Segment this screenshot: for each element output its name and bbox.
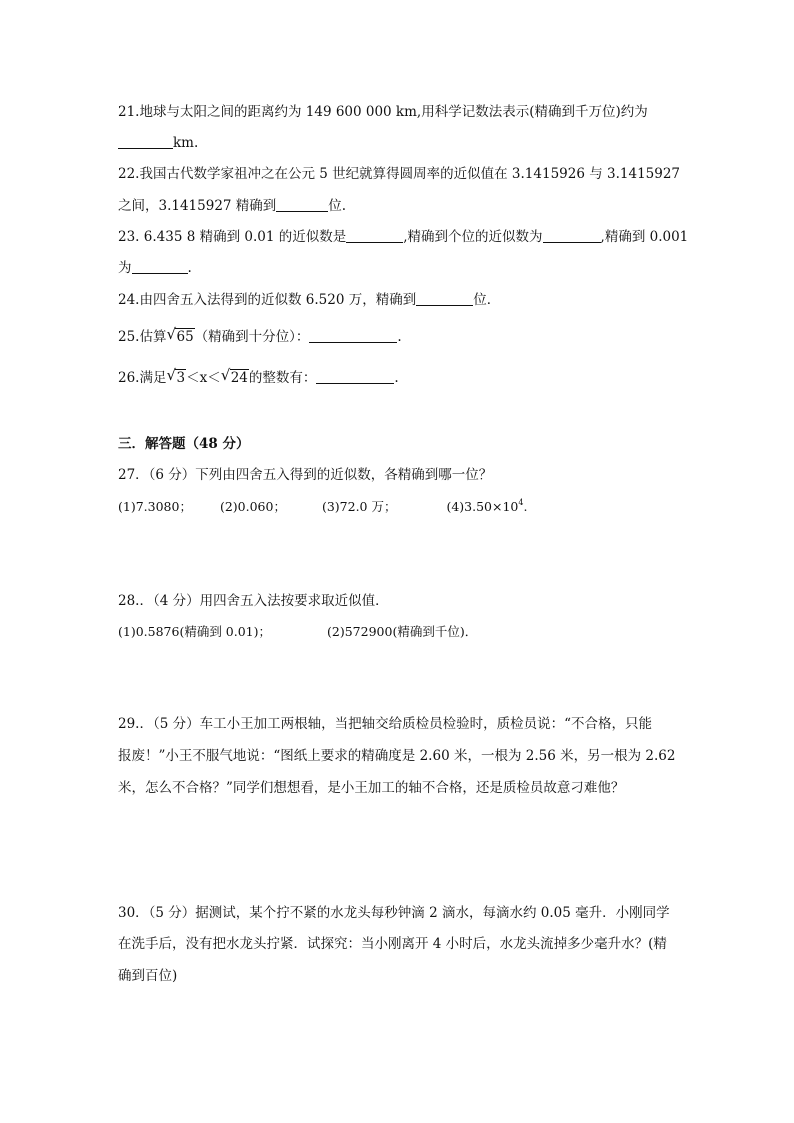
q23-line2 bbox=[118, 258, 192, 278]
q25-middle: （精确到十分位）： bbox=[194, 329, 310, 345]
q26-line bbox=[118, 368, 399, 388]
q22-suffix: 位. bbox=[328, 198, 347, 214]
q27-item-4: $(4)3.50\times 10^4$. bbox=[446, 498, 528, 514]
q23-part3: ,精确到 0.001 bbox=[600, 229, 689, 245]
q25-line bbox=[118, 327, 402, 347]
q23-line1 bbox=[118, 227, 688, 247]
q22-line2 bbox=[118, 196, 346, 216]
q25-radicand: 65 bbox=[176, 329, 194, 345]
q26-prefix: 26.满足 bbox=[118, 370, 167, 386]
q23-part1: 23. 6.435 8 精确到 0.01 的近似数是 bbox=[118, 229, 347, 245]
q21-line2 bbox=[118, 133, 198, 153]
q26-suffix-text: 的整数有： bbox=[248, 370, 317, 386]
q27-item-3: (3)72.0 万； bbox=[321, 499, 397, 514]
q22-answer-blank[interactable] bbox=[276, 197, 328, 212]
q23-line2-suffix: . bbox=[187, 260, 192, 276]
q29-line3: 米，怎么不合格？”同学们想想看，是小王加工的轴不合格，还是质检员故意刁难他？ bbox=[118, 780, 625, 796]
q26-answer-blank[interactable] bbox=[316, 369, 394, 384]
q23-answer-blank-2[interactable] bbox=[543, 228, 601, 243]
q25-sqrt bbox=[166, 327, 194, 347]
q26-sqrt-a bbox=[166, 368, 186, 388]
q23-part2: ,精确到个位的近似数为 bbox=[403, 229, 543, 245]
q22-prefix: 之间，3.1415927 精确到 bbox=[118, 198, 277, 214]
q24-answer-blank[interactable] bbox=[416, 291, 473, 306]
radical-sign-icon: √ bbox=[166, 366, 177, 384]
q23-line2-prefix: 为 bbox=[118, 260, 132, 276]
q24-prefix: 24.由四舍五入法得到的近似数 6.520 万，精确到 bbox=[118, 292, 417, 308]
q23-answer-blank-3[interactable] bbox=[132, 259, 188, 274]
q25-prefix: 25.估算 bbox=[118, 329, 167, 345]
q25-answer-blank[interactable] bbox=[309, 328, 397, 343]
q29-line1: 29.．（5 分）车工小王加工两根轴，当把轴交给质检员检验时，质检员说：“不合格，只能 bbox=[118, 716, 653, 732]
q28-stem: 28.．（4 分）用四舍五入法按要求取近似值． bbox=[118, 593, 389, 609]
q23-answer-blank-1[interactable] bbox=[346, 228, 403, 243]
q26-radicand-a: 3 bbox=[176, 370, 186, 386]
q30-line1: 30．（5 分）据测试，某个拧不紧的水龙头每秒钟滴 2 滴水，每滴水约 0.05 毫升．小刚同学 bbox=[118, 905, 670, 921]
q28-items bbox=[118, 622, 477, 642]
q25-suffix: . bbox=[397, 329, 402, 345]
q26-middle: ＜x＜ bbox=[186, 370, 221, 386]
q29-line2: 报废！”小王不服气地说：“图纸上要求的精确度是 2.60 米，一根为 2.56 米，另一根为 2.62 bbox=[118, 748, 676, 764]
q21-unit: km. bbox=[173, 135, 199, 151]
q21-answer-blank[interactable] bbox=[118, 134, 173, 149]
q21-line1: 21.地球与太阳之间的距离约为 149 600 000 km,用科学记数法表示(精确到千万位)约为 bbox=[118, 104, 648, 120]
q27-item-2: (2)0.060； bbox=[219, 499, 286, 514]
q26-radicand-b: 24 bbox=[230, 370, 248, 386]
radical-sign-icon: √ bbox=[220, 366, 231, 384]
q27-items bbox=[118, 497, 527, 517]
q26-end: . bbox=[394, 370, 399, 386]
q30-line2: 在洗手后，没有把水龙头拧紧．试探究：当小刚离开 4 小时后，水龙头流掉多少毫升水？(精 bbox=[118, 936, 667, 952]
q27-item-1: (1)7.3080； bbox=[118, 499, 192, 514]
q26-sqrt-b bbox=[221, 368, 249, 388]
q24-suffix: 位． bbox=[473, 292, 501, 308]
section-3-title: 三．解答题（48 分） bbox=[118, 436, 250, 452]
q24-line bbox=[118, 290, 500, 310]
q27-stem: 27．（6 分）下列由四舍五入得到的近似数，各精确到哪一位？ bbox=[118, 467, 493, 483]
q28-item-2: (2)572900(精确到千位)． bbox=[327, 624, 478, 639]
q22-line1: 22.我国古代数学家祖冲之在公元 5 世纪就算得圆周率的近似值在 3.1415926 与 3.1415927 bbox=[118, 166, 681, 182]
radical-sign-icon: √ bbox=[166, 325, 177, 343]
q30-line3: 确到百位) bbox=[118, 968, 178, 984]
q28-item-1: (1)0.5876(精确到 0.01)； bbox=[118, 624, 272, 639]
